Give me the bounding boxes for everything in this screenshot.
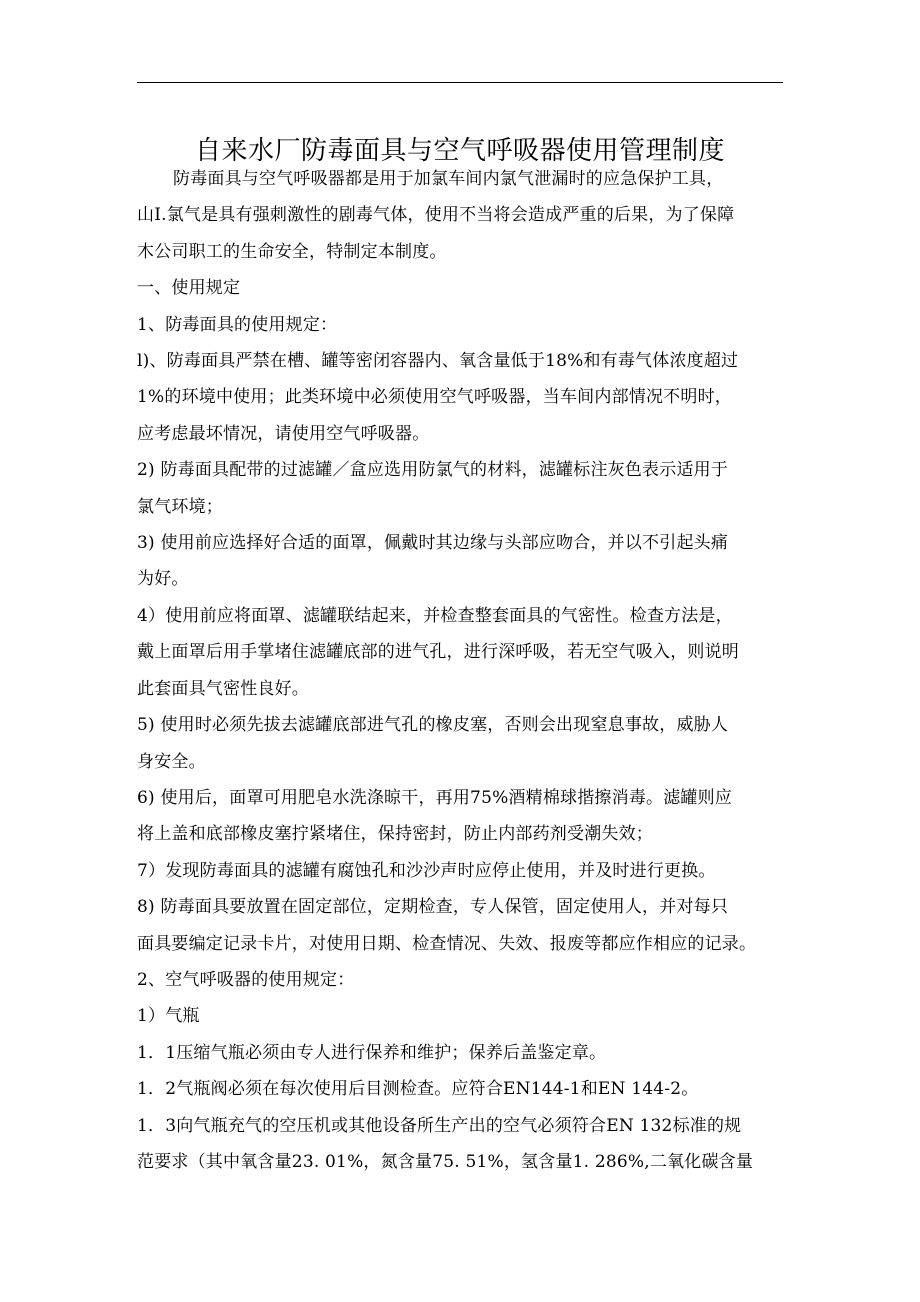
paragraph-line: 范要求（其中氧含量23. 01%，氮含量75. 51%，氢含量1. 286%,二氧化碳含量 bbox=[137, 1151, 754, 1172]
paragraph-line: 4）使用前应将面罩、滤罐联结起来，并检查整套面具的气密性。检查方法是， bbox=[137, 605, 733, 626]
paragraph-line: 戴上面罩后用手掌堵住滤罐底部的进气孔，进行深呼吸，若无空气吸入，则说明 bbox=[137, 642, 739, 663]
document-body bbox=[137, 161, 783, 1180]
header-rule bbox=[137, 82, 783, 83]
paragraph-line: 身安全。 bbox=[137, 751, 206, 772]
paragraph-line: 氯气环境； bbox=[137, 496, 223, 517]
paragraph-line: 此套面具气密性良好。 bbox=[137, 678, 309, 699]
paragraph-line: 应考虑最坏情况，请使用空气呼吸器。 bbox=[137, 423, 430, 444]
paragraph-line: 3) 使用前应选择好合适的面罩，佩戴时其边缘与头部应吻合，并以不引起头痛 bbox=[137, 533, 729, 554]
paragraph-line: 1%的环境中使用；此类环境中必须使用空气呼吸器，当车间内部情况不明时， bbox=[137, 387, 732, 408]
paragraph-line: 将上盖和底部橡皮塞拧紧堵住，保持密封，防止内部药剂受潮失效； bbox=[137, 824, 653, 845]
paragraph-line: 5) 使用时必须先拔去滤罐底部进气孔的橡皮塞，否则会出现窒息事故，威胁人 bbox=[137, 715, 729, 736]
paragraph-line: 面具要编定记录卡片，对使用日期、检查情况、失效、报废等都应作相应的记录。 bbox=[137, 933, 757, 954]
paragraph-line: 8) 防毒面具要放置在固定部位，定期检查，专人保管，固定使用人，并对每只 bbox=[137, 897, 729, 918]
paragraph-line: 1．1压缩气瓶必须由专人进行保养和维护；保养后盖鉴定章。 bbox=[137, 1042, 607, 1063]
paragraph-line: 山I.氯气是具有强刺激性的剧毒气体，使用不当将会造成严重的后果，为了保障 bbox=[137, 205, 735, 226]
page-title: 自来水厂防毒面具与空气呼吸器使用管理制度 bbox=[194, 136, 725, 167]
paragraph-line: 1）气瓶 bbox=[137, 1006, 200, 1027]
paragraph-line: 2) 防毒面具配带的过滤罐／盒应选用防氯气的材料，滤罐标注灰色表示适用于 bbox=[137, 460, 729, 481]
paragraph-line: 6) 使用后，面罩可用肥皂水洗涤晾干，再用75%酒精棉球揩擦消毒。滤罐则应 bbox=[137, 787, 733, 808]
paragraph-line: 防毒面具与空气呼吸器都是用于加氯车间内氯气泄漏时的应急保护工具， bbox=[173, 169, 724, 189]
paragraph-line: 木公司职工的生命安全，特制定本制度。 bbox=[137, 241, 447, 262]
section-heading: 一、使用规定 bbox=[137, 278, 241, 299]
paragraph-line: 为好。 bbox=[137, 569, 189, 590]
subsection-heading: 2、空气呼吸器的使用规定： bbox=[137, 969, 355, 990]
paragraph-line: l)、防毒面具严禁在槽、罐等密闭容器内、氧含量低于18%和有毒气体浓度超过 bbox=[137, 351, 739, 372]
paragraph-line: 1．3向气瓶充气的空压机或其他设备所生产出的空气必须符合EN 132标准的规 bbox=[137, 1115, 742, 1136]
paragraph-line: 1．2气瓶阀必须在每次使用后目测检查。应符合EN144-1和EN 144-2。 bbox=[137, 1079, 699, 1100]
paragraph-line: 7）发现防毒面具的滤罐有腐蚀孔和沙沙声时应停止使用，并及时进行更换。 bbox=[137, 860, 716, 881]
subsection-heading: 1、防毒面具的使用规定： bbox=[137, 314, 338, 335]
